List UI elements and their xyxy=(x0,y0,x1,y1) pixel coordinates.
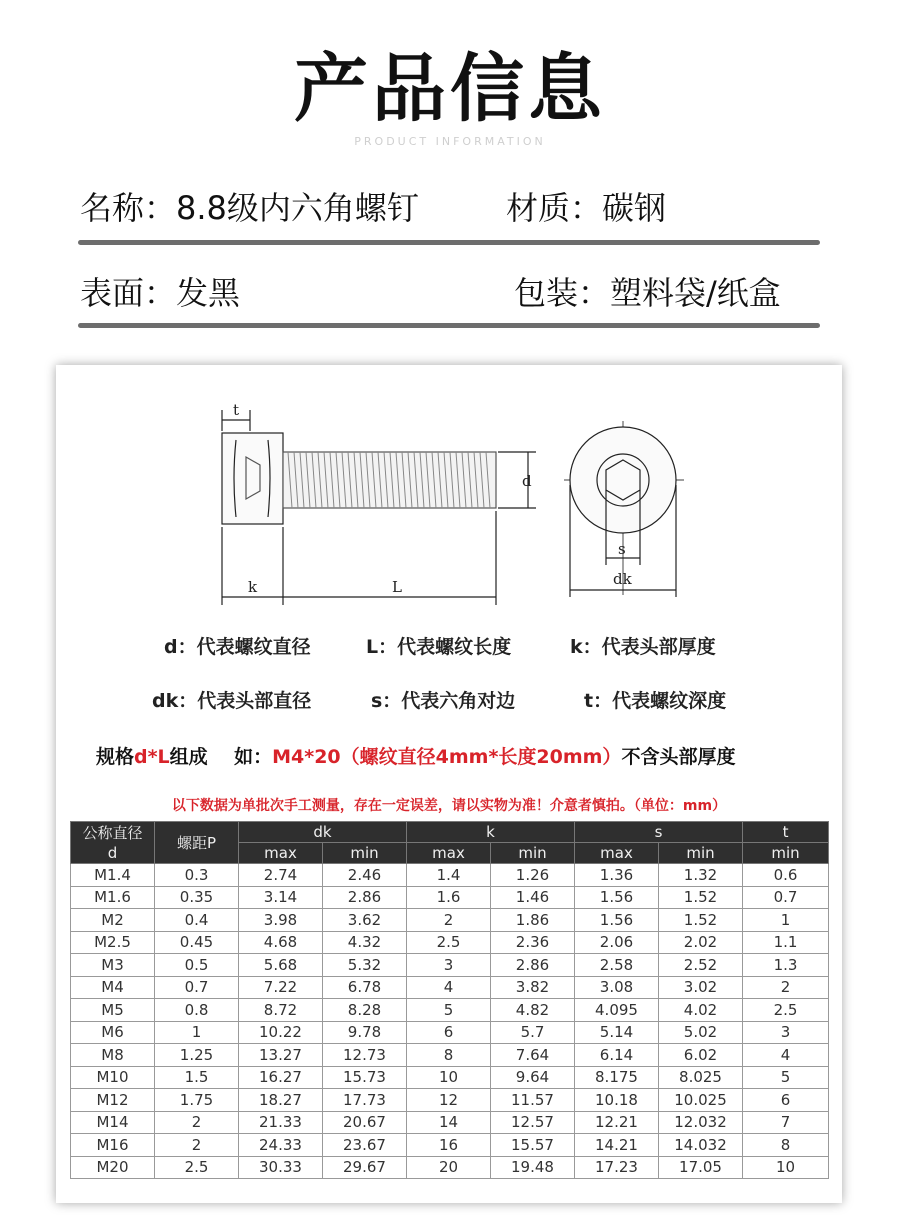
table-cell: 8.28 xyxy=(323,999,407,1022)
table-cell: 1.32 xyxy=(659,864,743,887)
surface-value: 发黑 xyxy=(176,274,241,312)
surface-label: 表面： xyxy=(80,274,177,312)
table-cell: 1.36 xyxy=(575,864,659,887)
header-d: 公称直径 d xyxy=(71,822,155,864)
table-cell: 4.02 xyxy=(659,999,743,1022)
name-label: 名称： xyxy=(80,189,177,227)
spec-prefix: 规格 xyxy=(96,746,135,768)
table-cell: M16 xyxy=(71,1134,155,1157)
table-cell: M8 xyxy=(71,1044,155,1067)
table-cell: 6.02 xyxy=(659,1044,743,1067)
subheader-min: min xyxy=(491,843,575,864)
page-subtitle: PRODUCT INFORMATION xyxy=(354,135,546,148)
table-cell: 5.02 xyxy=(659,1021,743,1044)
subheader-max: max xyxy=(575,843,659,864)
table-cell: M2 xyxy=(71,909,155,932)
table-cell: 2.58 xyxy=(575,954,659,977)
table-cell: 1.86 xyxy=(491,909,575,932)
table-cell: 21.33 xyxy=(239,1111,323,1134)
table-cell: 1.52 xyxy=(659,909,743,932)
material-value: 碳钢 xyxy=(602,189,667,227)
label-d: d xyxy=(522,472,532,490)
spec-example: M4*20（螺纹直径4mm*长度20mm） xyxy=(272,746,622,768)
table-cell: 5 xyxy=(743,1066,829,1089)
header-k: k xyxy=(407,822,575,843)
page-title: 产品信息 xyxy=(294,46,606,132)
table-cell: 3.62 xyxy=(323,909,407,932)
spec-mid: 组成 如： xyxy=(169,746,273,768)
label-s: s xyxy=(618,540,626,558)
info-package xyxy=(514,268,781,314)
table-cell: 4 xyxy=(743,1044,829,1067)
table-cell: 2.36 xyxy=(491,931,575,954)
name-value: 8.8级内六角螺钉 xyxy=(176,189,419,227)
table-cell: 17.73 xyxy=(323,1089,407,1112)
table-row xyxy=(71,909,829,932)
table-cell: 10.18 xyxy=(575,1089,659,1112)
header-dk: dk xyxy=(239,822,407,843)
spec-card xyxy=(56,365,842,1203)
table-cell: M6 xyxy=(71,1021,155,1044)
table-row xyxy=(71,1111,829,1134)
table-row xyxy=(71,976,829,999)
divider xyxy=(78,240,820,245)
table-row xyxy=(71,999,829,1022)
table-cell: M1.4 xyxy=(71,864,155,887)
table-cell: 19.48 xyxy=(491,1156,575,1179)
table-cell: 6 xyxy=(743,1089,829,1112)
table-cell: 1 xyxy=(743,909,829,932)
table-cell: 1.52 xyxy=(659,886,743,909)
legend-dk: dk：代表头部直径 xyxy=(152,690,312,712)
info-row-surface-package xyxy=(78,268,820,328)
table-row xyxy=(71,864,829,887)
table-cell: 2.46 xyxy=(323,864,407,887)
table-cell: 10.22 xyxy=(239,1021,323,1044)
label-dk: dk xyxy=(613,570,632,588)
table-cell: 2 xyxy=(155,1111,239,1134)
table-cell: 2.52 xyxy=(659,954,743,977)
table-cell: M5 xyxy=(71,999,155,1022)
table-cell: 0.35 xyxy=(155,886,239,909)
table-cell: 2 xyxy=(155,1134,239,1157)
label-k: k xyxy=(248,578,258,596)
table-cell: 3.02 xyxy=(659,976,743,999)
table-cell: 12 xyxy=(407,1089,491,1112)
info-row-name-material xyxy=(78,183,820,243)
info-material xyxy=(506,183,666,229)
table-cell: 8.72 xyxy=(239,999,323,1022)
table-cell: 2.5 xyxy=(743,999,829,1022)
table-cell: 1.5 xyxy=(155,1066,239,1089)
spec-formula: d*L xyxy=(134,746,170,768)
table-cell: 29.67 xyxy=(323,1156,407,1179)
table-cell: 9.78 xyxy=(323,1021,407,1044)
table-cell: 9.64 xyxy=(491,1066,575,1089)
table-cell: 5 xyxy=(407,999,491,1022)
table-cell: 12.032 xyxy=(659,1111,743,1134)
table-row xyxy=(71,1066,829,1089)
table-cell: 14.032 xyxy=(659,1134,743,1157)
table-cell: 3 xyxy=(407,954,491,977)
legend-d: d：代表螺纹直径 xyxy=(164,636,311,658)
table-row xyxy=(71,1134,829,1157)
table-cell: 5.68 xyxy=(239,954,323,977)
table-cell: 0.7 xyxy=(743,886,829,909)
table-cell: 3.98 xyxy=(239,909,323,932)
table-cell: M2.5 xyxy=(71,931,155,954)
table-cell: 5.14 xyxy=(575,1021,659,1044)
table-cell: 17.05 xyxy=(659,1156,743,1179)
subheader-min: min xyxy=(743,843,829,864)
table-cell: 2.5 xyxy=(155,1156,239,1179)
label-t: t xyxy=(233,401,240,419)
table-cell: 1.26 xyxy=(491,864,575,887)
table-header-row xyxy=(71,822,829,843)
package-value: 塑料袋/纸盒 xyxy=(610,274,781,312)
table-cell: M3 xyxy=(71,954,155,977)
table-cell: 8 xyxy=(407,1044,491,1067)
table-cell: 0.4 xyxy=(155,909,239,932)
table-cell: M4 xyxy=(71,976,155,999)
side-view xyxy=(222,410,536,605)
table-cell: 7.64 xyxy=(491,1044,575,1067)
table-cell: 3 xyxy=(743,1021,829,1044)
table-cell: M10 xyxy=(71,1066,155,1089)
legend-k: k：代表头部厚度 xyxy=(570,636,716,658)
table-cell: 8.025 xyxy=(659,1066,743,1089)
table-cell: 1.3 xyxy=(743,954,829,977)
table-cell: 12.73 xyxy=(323,1044,407,1067)
table-cell: 12.21 xyxy=(575,1111,659,1134)
table-cell: 7.22 xyxy=(239,976,323,999)
label-L: L xyxy=(392,578,402,596)
table-cell: 13.27 xyxy=(239,1044,323,1067)
table-cell: 11.57 xyxy=(491,1089,575,1112)
table-cell: M12 xyxy=(71,1089,155,1112)
table-cell: 0.45 xyxy=(155,931,239,954)
table-cell: 1.75 xyxy=(155,1089,239,1112)
subheader-min: min xyxy=(323,843,407,864)
spec-line xyxy=(96,742,735,769)
table-cell: 1.46 xyxy=(491,886,575,909)
table-cell: 3.82 xyxy=(491,976,575,999)
table-cell: 0.3 xyxy=(155,864,239,887)
table-cell: 24.33 xyxy=(239,1134,323,1157)
table-cell: 2 xyxy=(407,909,491,932)
table-cell: 14 xyxy=(407,1111,491,1134)
table-cell: 2.86 xyxy=(491,954,575,977)
header-t: t xyxy=(743,822,829,843)
table-cell: 5.32 xyxy=(323,954,407,977)
table-cell: 2.86 xyxy=(323,886,407,909)
subheader-min: min xyxy=(659,843,743,864)
table-cell: 20.67 xyxy=(323,1111,407,1134)
table-cell: 30.33 xyxy=(239,1156,323,1179)
material-label: 材质： xyxy=(506,189,603,227)
table-cell: M14 xyxy=(71,1111,155,1134)
table-cell: 1.1 xyxy=(743,931,829,954)
header-pitch: 螺距P xyxy=(155,822,239,864)
table-cell: 14.21 xyxy=(575,1134,659,1157)
table-cell: 10 xyxy=(407,1066,491,1089)
table-cell: 1.4 xyxy=(407,864,491,887)
table-cell: 15.57 xyxy=(491,1134,575,1157)
table-row xyxy=(71,1156,829,1179)
table-cell: 10.025 xyxy=(659,1089,743,1112)
table-row xyxy=(71,931,829,954)
table-cell: 1.25 xyxy=(155,1044,239,1067)
table-cell: 2.02 xyxy=(659,931,743,954)
table-row xyxy=(71,1021,829,1044)
table-row xyxy=(71,954,829,977)
table-body xyxy=(71,864,829,1179)
table-cell: 20 xyxy=(407,1156,491,1179)
subheader-max: max xyxy=(407,843,491,864)
table-cell: 15.73 xyxy=(323,1066,407,1089)
table-cell: 0.6 xyxy=(743,864,829,887)
table-cell: 6 xyxy=(407,1021,491,1044)
table-cell: 2.06 xyxy=(575,931,659,954)
table-cell: 1.6 xyxy=(407,886,491,909)
table-cell: 4.095 xyxy=(575,999,659,1022)
legend-s: s：代表六角对边 xyxy=(371,690,516,712)
table-cell: 4.32 xyxy=(323,931,407,954)
table-cell: M1.6 xyxy=(71,886,155,909)
table-row xyxy=(71,1044,829,1067)
table-cell: 6.78 xyxy=(323,976,407,999)
table-cell: 16 xyxy=(407,1134,491,1157)
table-cell: 8.175 xyxy=(575,1066,659,1089)
table-cell: M20 xyxy=(71,1156,155,1179)
table-cell: 3.14 xyxy=(239,886,323,909)
table-row xyxy=(71,1089,829,1112)
table-cell: 5.7 xyxy=(491,1021,575,1044)
table-row xyxy=(71,886,829,909)
table-cell: 17.23 xyxy=(575,1156,659,1179)
table-cell: 3.08 xyxy=(575,976,659,999)
table-cell: 12.57 xyxy=(491,1111,575,1134)
table-cell: 2 xyxy=(743,976,829,999)
screw-diagram xyxy=(56,365,842,615)
table-cell: 16.27 xyxy=(239,1066,323,1089)
table-cell: 10 xyxy=(743,1156,829,1179)
table-cell: 0.5 xyxy=(155,954,239,977)
table-cell: 2.74 xyxy=(239,864,323,887)
subheader-max: max xyxy=(239,843,323,864)
table-cell: 2.5 xyxy=(407,931,491,954)
divider xyxy=(78,323,820,328)
table-cell: 1 xyxy=(155,1021,239,1044)
package-label: 包装： xyxy=(514,274,611,312)
legend-t: t：代表螺纹深度 xyxy=(584,690,727,712)
table-cell: 0.7 xyxy=(155,976,239,999)
spec-table xyxy=(70,821,829,1179)
table-cell: 4 xyxy=(407,976,491,999)
table-cell: 4.68 xyxy=(239,931,323,954)
table-cell: 0.8 xyxy=(155,999,239,1022)
table-cell: 7 xyxy=(743,1111,829,1134)
table-cell: 1.56 xyxy=(575,909,659,932)
spec-suffix: 不含头部厚度 xyxy=(621,746,736,768)
header-s: s xyxy=(575,822,743,843)
table-cell: 4.82 xyxy=(491,999,575,1022)
table-cell: 8 xyxy=(743,1134,829,1157)
table-cell: 6.14 xyxy=(575,1044,659,1067)
info-surface xyxy=(80,268,240,314)
table-cell: 1.56 xyxy=(575,886,659,909)
legend-L: L：代表螺纹长度 xyxy=(366,636,512,658)
measurement-note: 以下数据为单批次手工测量，存在一定误差，请以实物为准！介意者慎拍。（单位：mm） xyxy=(171,798,727,814)
table-cell: 23.67 xyxy=(323,1134,407,1157)
info-name xyxy=(80,183,419,229)
table-cell: 18.27 xyxy=(239,1089,323,1112)
